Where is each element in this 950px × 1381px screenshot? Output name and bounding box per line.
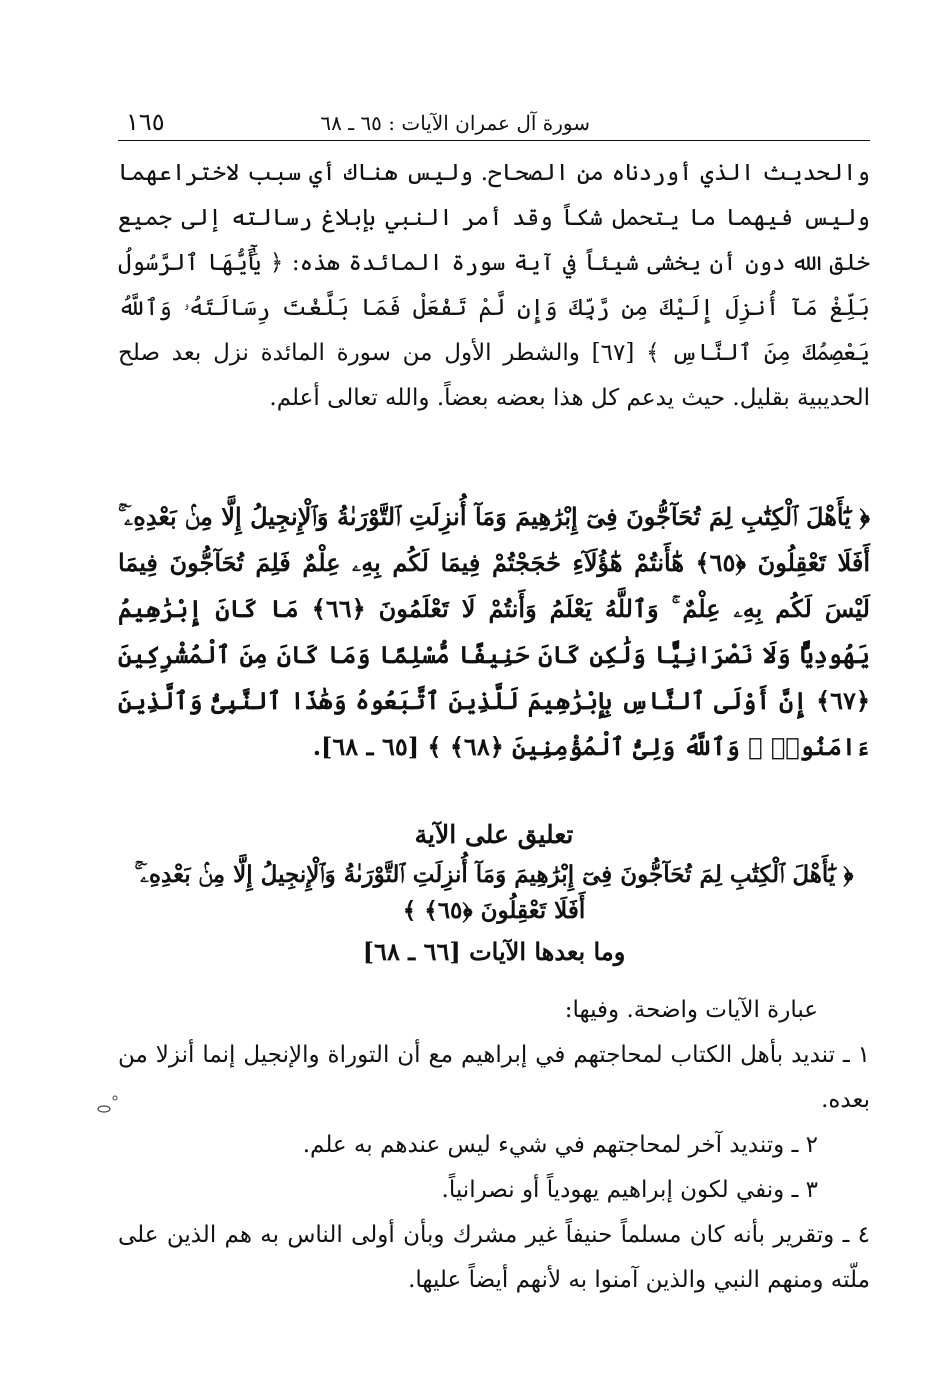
running-header [118,108,870,141]
section-subheading: وما بعدها الآيات [٦٦ ـ ٦٨] [362,937,626,966]
quran-passage: ﴿ يَٰٓأَهْلَ ٱلْكِتَٰبِ لِمَ تُحَآجُّونَ فِىٓ إِبْرَٰهِيمَ وَمَآ أُنزِلَتِ ٱلتَّوْرَىٰةُ وَٱلْإِنجِيلُ إِلَّا مِنۢ بَعْدِهِۦٓ ۚ أَفَلَا تَعْقِلُونَ ﴿٦٥﴾ هَٰٓأَنتُمْ هَٰٓؤُلَآءِ حَٰجَجْتُمْ فِيمَا لَكُم بِهِۦ عِلْمٌ فَلِمَ تُحَآجُّونَ فِيمَا لَيْسَ لَكُم بِهِۦ عِلْمٌ ۚ وَٱللَّهُ يَعْلَمُ وَأَنتُمْ لَا تَعْلَمُونَ ﴿٦٦﴾ مَا كَانَ إِبْرَٰهِيمُ يَهُودِيًّا وَلَا نَصْرَانِيًّا وَلَٰكِن كَانَ حَنِيفًا مُّسْلِمًا وَمَا كَانَ مِنَ ٱلْمُشْرِكِينَ ﴿٦٧﴾ إِنَّ أَوْلَى ٱلنَّاسِ بِإِبْرَٰهِيمَ لَلَّذِينَ ٱتَّبَعُوهُ وَهَٰذَا ٱلنَّبِىُّ وَٱلَّذِينَ ءَامَنُوا۟ ۗ وَٱللَّهُ وَلِىُّ ٱلْمُؤْمِنِينَ ﴿٦٨﴾ ﴾ [٦٥ ـ ٦٨]. [118,502,870,761]
page-number: ١٦٥ [126,108,165,136]
commentary-item-4: ٤ ـ وتقرير بأنه كان مسلماً حنيفاً غير مشرك وبأن أولى الناس به هم الذين على ملّته ومنهم النبي والذين آمنوا به لأنهم أيضاً عليها. [118,1222,870,1293]
commentary-lead: عبارة الآيات واضحة. وفيها: [564,997,818,1023]
running-title: سورة آل عمران الآيات : ٦٥ ـ ٦٨ [320,111,590,135]
commentary-item-1: ١ ـ تنديد بأهل الكتاب لمحاجتهم في إبراهيم مع أن التوراة والإنجيل إنما أنزلا من بعده. [118,1042,870,1113]
intro-paragraph: والحديث الذي أوردناه من الصحاح. وليس هناك أي سبب لاختراعهما وليس فيهما ما يتحمل شكاً وقد أمر النبي بإبلاغ رسالته إلى جميع خلق الله دون أن يخشى شيئاً في آية سورة المائدة هذه: ﴿ يَٰٓأَيُّهَا ٱلرَّسُولُ بَلِّغْ مَآ أُنزِلَ إِلَيْكَ مِن رَّبِّكَ وَإِن لَّمْ تَفْعَلْ فَمَا بَلَّغْتَ رِسَالَتَهُۥ وَٱللَّهُ يَعْصِمُكَ مِنَ ٱلنَّاسِ ﴾ [٦٧] والشطر الأول من سورة المائدة نزل بعد صلح الحديبية بقليل. حيث يدعم كل هذا بعضه بعضاً. والله تعالى أعلم. [118,160,870,411]
commentary-item-3: ٣ ـ ونفي لكون إبراهيم يهودياً أو نصرانياً. [441,1177,818,1203]
page [118,108,870,1303]
section-heading: تعليق على الآية [414,820,574,849]
commentary-item-2: ٢ ـ وتنديد آخر لمحاجتهم في شيء ليس عندهم به علم. [302,1132,818,1158]
margin-mark-icon [96,1094,120,1120]
section-verse: ﴿ يَٰٓأَهْلَ ٱلْكِتَٰبِ لِمَ تُحَآجُّونَ فِىٓ إِبْرَٰهِيمَ وَمَآ أُنزِلَتِ ٱلتَّوْرَىٰةُ وَٱلْإِنجِيلُ إِلَّا مِنۢ بَعْدِهِۦٓ ۚ أَفَلَا تَعْقِلُونَ ﴿٦٥﴾ ﴾ [134,861,854,924]
